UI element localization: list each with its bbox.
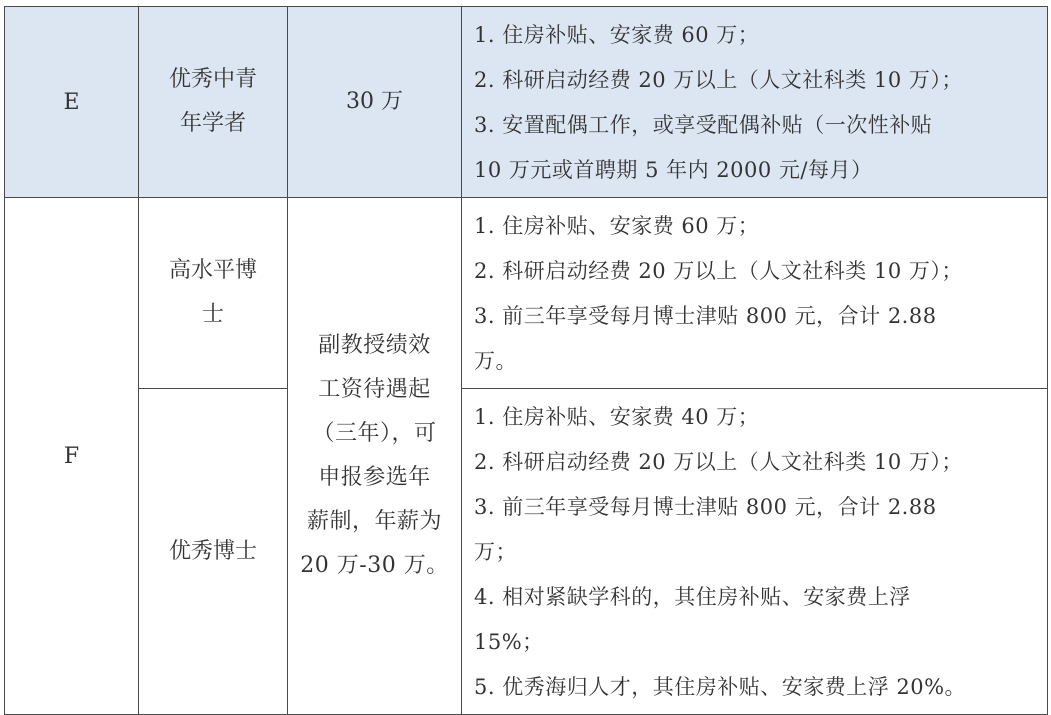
category-line: 优秀中青 [168, 67, 257, 92]
benefit-line: 万。 [474, 349, 517, 373]
salary-text-e: 30 万 [346, 89, 403, 114]
benefits-cell-f2 [462, 389, 1048, 715]
benefit-line: 3. 前三年享受每月博士津贴 800 元，合计 2.88 [474, 304, 937, 328]
benefit-line: 1. 住房补贴、安家费 60 万； [474, 214, 760, 238]
grade-label-e: E [63, 89, 80, 115]
salary-line: 副教授绩效 [318, 333, 431, 358]
category-line: 年学者 [179, 111, 246, 136]
category-cell-f2 [139, 389, 288, 715]
benefit-line: 1. 住房补贴、安家费 60 万； [474, 23, 760, 47]
salary-line: 薪制，年薪为 [306, 509, 442, 534]
benefit-line: 1. 住房补贴、安家费 40 万； [474, 405, 760, 429]
category-line: 高水平博 [168, 258, 257, 283]
table-row-f1 [5, 198, 1048, 389]
benefits-cell-f1 [462, 198, 1048, 389]
salary-line: 工资待遇起 [318, 377, 431, 402]
grade-label-f: F [63, 443, 80, 469]
benefit-line: 万； [474, 540, 517, 564]
salary-line: （三年），可 [312, 421, 437, 446]
grade-cell-f [5, 198, 139, 715]
benefit-line: 4. 相对紧缺学科的，其住房补贴、安家费上浮 [474, 585, 911, 609]
benefit-line: 3. 前三年享受每月博士津贴 800 元，合计 2.88 [474, 495, 937, 519]
salary-cell-f [288, 198, 462, 715]
salary-line: 20 万-30 万。 [300, 553, 449, 578]
table-row-f2 [5, 389, 1048, 715]
benefit-line: 3. 安置配偶工作，或享受配偶补贴（一次性补贴 [474, 113, 933, 137]
grade-cell-e [5, 7, 139, 198]
category-cell-e [139, 7, 288, 198]
category-line: 士 [201, 302, 224, 327]
benefit-line: 2. 科研启动经费 20 万以上（人文社科类 10 万）； [474, 259, 963, 283]
benefit-line: 2. 科研启动经费 20 万以上（人文社科类 10 万）； [474, 68, 963, 92]
salary-line: 申报参选年 [318, 465, 431, 490]
salary-cell-e [288, 7, 462, 198]
talent-benefits-table [4, 6, 1048, 715]
benefit-line: 5. 优秀海归人才，其住房补贴、安家费上浮 20%。 [474, 675, 967, 699]
benefit-line: 15%； [474, 630, 544, 654]
benefits-cell-e [462, 7, 1048, 198]
category-line: 优秀博士 [168, 538, 257, 564]
benefit-line: 2. 科研启动经费 20 万以上（人文社科类 10 万）； [474, 450, 963, 474]
table-row-e [5, 7, 1048, 198]
category-cell-f1 [139, 198, 288, 389]
benefit-line: 10 万元或首聘期 5 年内 2000 元/每月） [474, 158, 873, 182]
